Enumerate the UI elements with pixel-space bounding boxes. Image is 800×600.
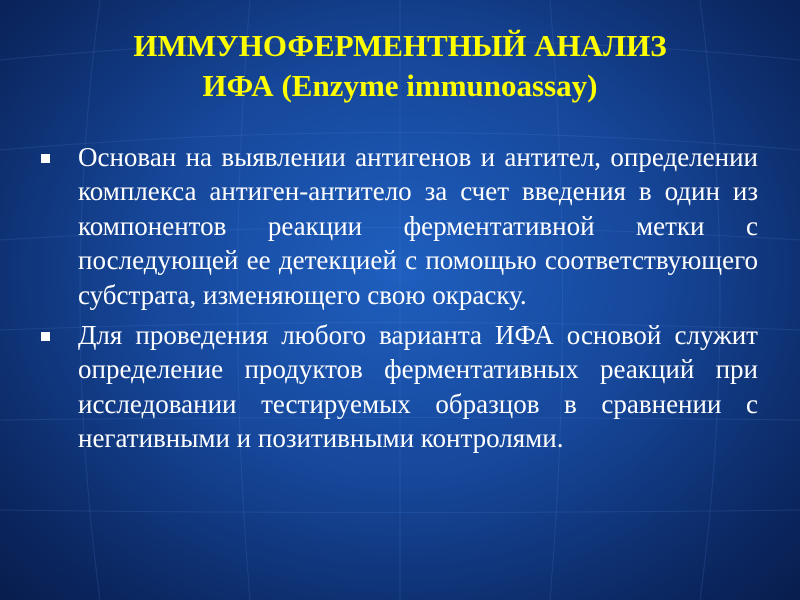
bullet-list xyxy=(38,140,758,462)
square-bullet-icon xyxy=(41,154,50,163)
bullet-item xyxy=(38,140,758,312)
square-bullet-icon xyxy=(41,332,50,341)
slide-title xyxy=(0,26,800,106)
bullet-item xyxy=(38,318,758,456)
bullet-text: Для проведения любого варианта ИФА основой служит определение продуктов ферментативных реакций при исследовании тестируемых образцов в сравнении с негативными и позитивными контролями. xyxy=(78,320,758,454)
bullet-text: Основан на выявлении антигенов и антител, определении комплекса антиген-антитело за счет введения в один из компонентов реакции ферментативной метки с последующей ее детекцией с помощью соответствующего субстрата, изменяющего свою окраску. xyxy=(78,142,758,310)
title-line-1: ИММУНОФЕРМЕНТНЫЙ АНАЛИЗ xyxy=(133,28,667,63)
title-line-2: ИФА (Enzyme immunoassay) xyxy=(202,68,598,103)
